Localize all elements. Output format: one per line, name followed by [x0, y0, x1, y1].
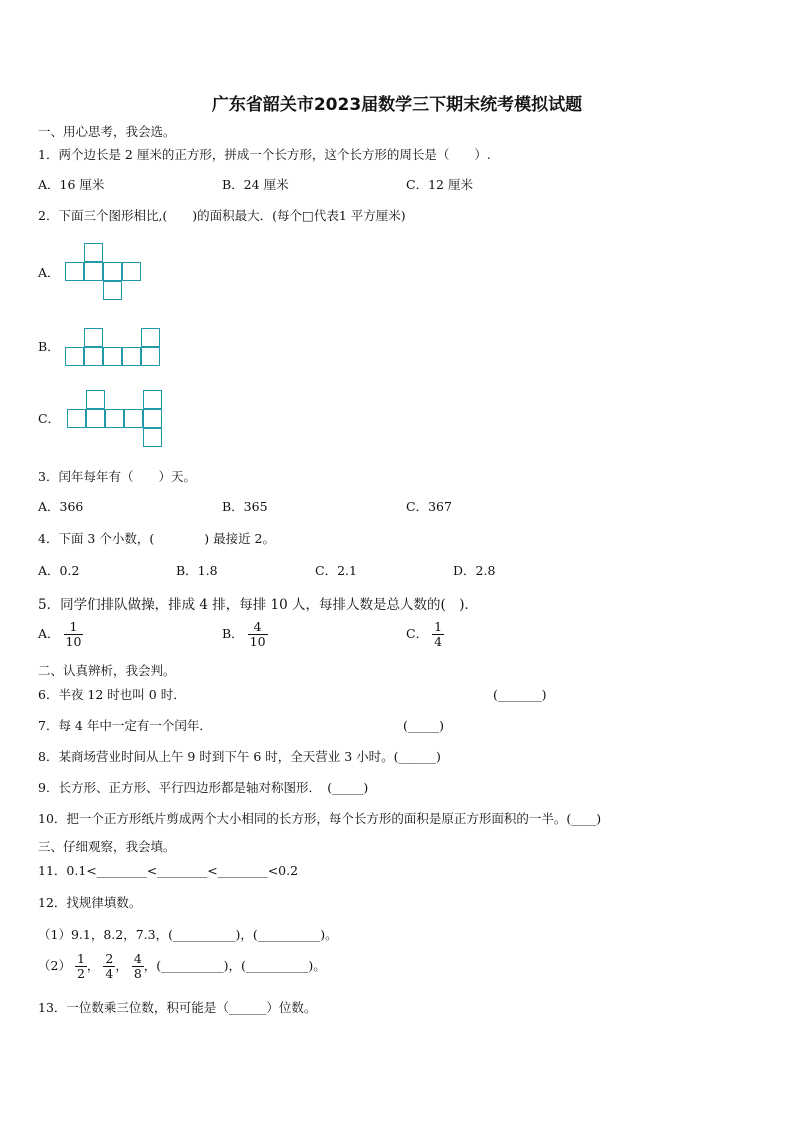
q5-option-a-label: A． — [38, 626, 60, 641]
grid-square — [84, 328, 103, 347]
question-11[interactable]: 11．0.1<________<________<________<0.2 — [38, 863, 299, 878]
grid-square — [105, 409, 124, 428]
q2-figure-a — [65, 243, 142, 300]
q2-option-c[interactable]: C． — [38, 411, 61, 426]
question-4: 4．下面 3 个小数，( ) 最接近 2。 — [38, 531, 276, 546]
grid-square — [84, 243, 103, 262]
grid-square — [122, 347, 141, 366]
q12-part-2[interactable] — [38, 952, 326, 981]
q3-option-b[interactable]: B．365 — [222, 499, 268, 514]
question-3: 3．闰年每年有（ ）天。 — [38, 469, 196, 484]
separator: ， — [86, 958, 100, 973]
grid-square — [65, 347, 84, 366]
numerator: 1 — [76, 951, 85, 966]
grid-square — [143, 428, 162, 447]
question-12: 12．找规律填数。 — [38, 895, 142, 910]
section-1-heading: 一、用心思考，我会选。 — [38, 124, 176, 139]
q5-option-a[interactable] — [38, 620, 83, 649]
grid-square — [103, 262, 122, 281]
grid-square — [124, 409, 143, 428]
q5-option-c[interactable] — [406, 620, 444, 649]
q4-option-c[interactable]: C．2.1 — [315, 563, 357, 578]
denominator: 2 — [76, 966, 85, 981]
grid-square — [86, 409, 105, 428]
q2-figure-c — [67, 390, 163, 447]
denominator: 8 — [133, 966, 142, 981]
question-1: 1．两个边长是 2 厘米的正方形，拼成一个长方形，这个长方形的周长是（ ）. — [38, 147, 491, 162]
q4-option-b[interactable]: B．1.8 — [176, 563, 218, 578]
q2-figure-b — [65, 328, 161, 366]
q1-option-a[interactable]: A．16 厘米 — [38, 177, 105, 192]
grid-square — [103, 281, 122, 300]
q12-part-1[interactable]: （1）9.1，8.2，7.3，(__________)，(__________)。 — [38, 927, 338, 942]
denominator: 4 — [105, 966, 114, 981]
q2-option-a[interactable]: A． — [38, 265, 60, 280]
q12-part-2-label: （2） — [38, 958, 71, 973]
numerator: 1 — [434, 619, 443, 634]
question-6: 6．半夜 12 时也叫 0 时． — [38, 687, 186, 702]
q4-option-a[interactable]: A．0.2 — [38, 563, 80, 578]
fraction — [103, 952, 115, 981]
grid-square — [84, 262, 103, 281]
q5-option-c-label: C． — [406, 626, 429, 641]
q4-option-d[interactable]: D．2.8 — [453, 563, 496, 578]
grid-square — [141, 328, 160, 347]
q3-option-a[interactable]: A．366 — [38, 499, 84, 514]
numerator: 2 — [105, 951, 114, 966]
question-2: 2．下面三个图形相比,( )的面积最大．(每个□代表1 平方厘米) — [38, 208, 406, 223]
q1-option-c[interactable]: C．12 厘米 — [406, 177, 473, 192]
q2-option-b[interactable]: B． — [38, 339, 60, 354]
fraction — [248, 620, 268, 649]
separator: ， — [115, 958, 128, 973]
numerator: 4 — [248, 620, 268, 635]
question-10[interactable]: 10．把一个正方形纸片剪成两个大小相同的长方形，每个长方形的面积是原正方形面积的一半。(____) — [38, 811, 602, 826]
question-5: 5．同学们排队做操，排成 4 排，每排 10 人，每排人数是总人数的( )． — [38, 597, 479, 613]
fraction — [132, 952, 144, 981]
grid-square — [141, 347, 160, 366]
q3-option-c[interactable]: C．367 — [406, 499, 452, 514]
question-7: 7．每 4 年中一定有一个闰年． — [38, 718, 212, 733]
section-2-heading: 二、认真辨析，我会判。 — [38, 663, 176, 678]
grid-square — [143, 409, 162, 428]
question-8[interactable]: 8．某商场营业时间从上午 9 时到下午 6 时，全天营业 3 小时。(______) — [38, 749, 441, 764]
q6-answer-blank[interactable]: (_______) — [493, 687, 547, 702]
grid-square — [122, 262, 141, 281]
q12-part-2-blanks: ，(__________)，(__________)。 — [143, 958, 326, 973]
denominator: 10 — [249, 634, 266, 649]
fraction — [64, 620, 84, 649]
question-9[interactable]: 9．长方形、正方形、平行四边形都是轴对称图形． (_____) — [38, 780, 369, 795]
numerator: 1 — [64, 620, 84, 635]
q7-answer-blank[interactable]: (_____) — [403, 718, 445, 733]
q5-option-b-label: B． — [222, 626, 244, 641]
fraction — [75, 952, 87, 981]
grid-square — [86, 390, 105, 409]
denominator: 4 — [434, 634, 443, 649]
grid-square — [103, 347, 122, 366]
grid-square — [84, 347, 103, 366]
denominator: 10 — [65, 634, 82, 649]
q1-option-b[interactable]: B．24 厘米 — [222, 177, 289, 192]
grid-square — [65, 262, 84, 281]
section-3-heading: 三、仔细观察，我会填。 — [38, 839, 176, 854]
grid-square — [67, 409, 86, 428]
question-13[interactable]: 13．一位数乘三位数，积可能是（______）位数。 — [38, 1000, 317, 1015]
q5-option-b[interactable] — [222, 620, 268, 649]
page-title: 广东省韶关市2023届数学三下期末统考模拟试题 — [211, 95, 583, 115]
grid-square — [143, 390, 162, 409]
fraction — [432, 620, 444, 649]
numerator: 4 — [133, 951, 142, 966]
